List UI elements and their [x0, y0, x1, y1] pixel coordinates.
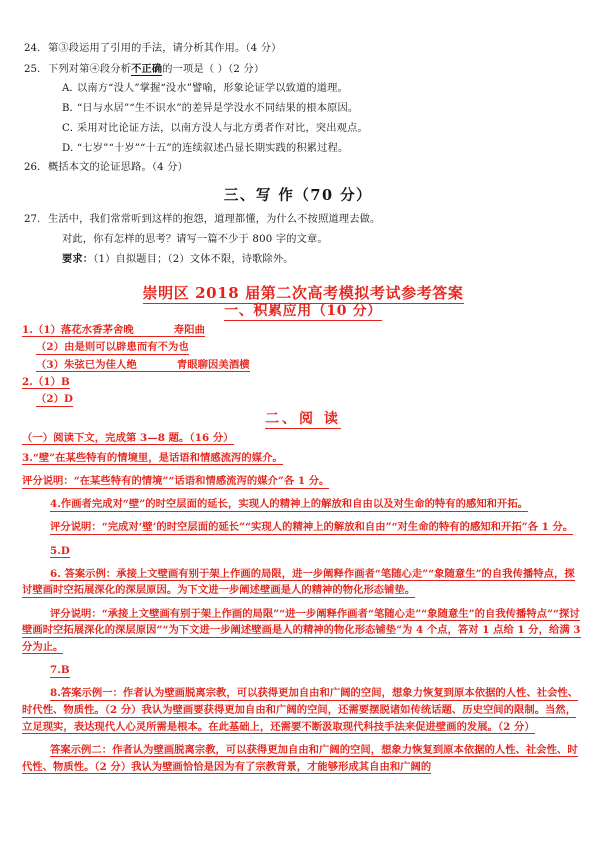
- question-26-number: 26.: [24, 162, 41, 174]
- question-24: [24, 44, 572, 54]
- answer-item-q7-text: 7.B: [50, 664, 70, 677]
- answer-item-q4-text: 4.作画者完成对“壁”的时空层面的延长，实现人的精神上的解放和自由以及对生命的特有的感知和开拓。: [50, 498, 529, 511]
- question-25-text: [48, 64, 572, 75]
- answer-key-section1-heading-text: 一、积累应用（10 分）: [224, 303, 382, 320]
- answer-item-q6-note-text: 评分说明：“承接上文壁画有别于架上作画的局限”“进一步阐释作画者“笔随心走”“象随意生”的自我传播特点”“探讨壁画时空拓展深化的深层原因”“为下文进一步阐述壁画是人的精神的物化形态铺垫”为 4 个点，答对 1 点给 1 分，给满 3 分为止。: [22, 607, 581, 653]
- accumulation-item-4: [22, 377, 584, 388]
- option-c-letter: C．: [62, 122, 80, 134]
- answer-item-q6-note: [22, 606, 584, 656]
- answer-item-q3: [22, 450, 584, 467]
- question-25-prefix: 下列对第④段分析: [48, 63, 132, 75]
- answer-key-section2-heading-text: 二、阅 读: [265, 410, 341, 427]
- option-c-text: 采用对比论证方法，以南方没人与北方勇者作对比，突出观点。: [77, 122, 368, 134]
- question-26-text: 概括本文的论证思路。（4 分）: [48, 162, 189, 174]
- writing-section-heading: 三、写 作（70 分）: [223, 187, 373, 205]
- option-b-letter: B．: [62, 103, 80, 115]
- answer-item-q8-example-2-text: 答案示例二：作者认为壁画脱离宗教，可以获得更加自由和广阔的空间，想象力恢复到原本依据的人性、社会性、时代性、物质性。（2 分）我认为壁画恰恰是因为有了宗教背景，才能够形成其自由和广阔的: [22, 743, 578, 773]
- answer-key-title-text: 崇明区 2018 届第二次高考模拟考试参考答案: [142, 283, 464, 302]
- question-25-emphasis: 不正确: [131, 62, 163, 75]
- question-26: [24, 163, 572, 173]
- option-b-text: “日与水居”“生不识水”的差异是学没水不同结果的根本原因。: [77, 103, 359, 115]
- answer-item-q8-example-2: [22, 742, 584, 775]
- accumulation-item-4-label: 2.（1）B: [22, 375, 70, 388]
- accumulation-item-3-label: （3）: [36, 358, 65, 371]
- option-d-letter: D．: [62, 142, 81, 154]
- answer-key-section: [0, 283, 600, 776]
- accumulation-item-1-answer-b: 寿阳曲: [173, 323, 205, 336]
- answer-key-title: [22, 283, 584, 302]
- answer-item-q8-example-1-text: 8.答案示例一：作者认为壁画脱离宗教，可以获得更加自由和广阔的空间，想象力恢复到原本依据的人性、社会性、时代性、物质性。（2 分）我认为壁画要获得更加自由和广阔的空间，还需要摆脱诸如传统话题、历史空间的限制。当然，立足现实，表达现代人心灵所需是根本。在此基础上，还需要不断汲取现代科技手法来促进壁画的发展。（2 分）: [22, 687, 579, 733]
- answer-item-q4-note-text: 评分说明：“完成对‘壁’的时空层面的延长”“实现人的精神上的解放和自由”“对生命的特有的感知和开拓”各 1 分。: [50, 521, 574, 534]
- answer-item-q3-text: 3.“壁”在某些特有的情境里，是话语和情感流泻的媒介。: [22, 451, 283, 464]
- answer-item-q4: [22, 496, 584, 513]
- question-27-requirements-text: （1）自拟题目；（2）文体不限，诗歌除外。: [93, 254, 294, 266]
- accumulation-item-1: [22, 325, 584, 336]
- accumulation-item-1-answer-a: 落花水香茅舍晚: [61, 323, 134, 336]
- accumulation-item-3-answer-a: 朱弦已为佳人绝: [64, 358, 137, 371]
- option-d-text: “七岁”“十岁”“十五”的连续叙述凸显长期实践的积累过程。: [77, 142, 349, 154]
- question-27-text-line1: 生活中，我们常常听到这样的抱怨，道理都懂，为什么不按照道理去做。: [48, 213, 381, 225]
- accumulation-item-2: [22, 342, 584, 353]
- answer-key-section2-heading: [22, 412, 584, 427]
- answer-item-q3-note: [22, 473, 584, 490]
- answer-item-q6: [22, 566, 584, 599]
- accumulation-item-3: [22, 360, 584, 371]
- reading-part-one-heading-text: （一）阅读下文，完成第 3—8 题。（16 分）: [22, 431, 234, 444]
- accumulation-item-2-label: （2）: [36, 341, 65, 354]
- question-24-text: 第③段运用了引用的手法，请分析其作用。（4 分）: [48, 43, 282, 54]
- reading-part-one-heading: [22, 433, 584, 444]
- question-25-suffix: 的一项是（ ）（2 分）: [162, 63, 265, 75]
- accumulation-item-5-label: （2）D: [36, 393, 74, 406]
- answer-key-section1-heading: [22, 304, 584, 319]
- answer-item-q8-example-1: [22, 685, 584, 735]
- option-a-letter: A．: [62, 83, 80, 95]
- answer-item-q3-note-text: 评分说明：“在某些特有的情境”“话语和情感流泻的媒介”各 1 分。: [22, 475, 330, 488]
- exam-question-section: [0, 0, 600, 266]
- question-25-option-a: [24, 84, 572, 94]
- question-27-requirements: [24, 254, 572, 265]
- question-27-number: 27.: [24, 213, 41, 225]
- answer-item-q7: [22, 662, 584, 679]
- question-25: [24, 64, 572, 75]
- accumulation-item-1-label: 1.（1）: [22, 323, 62, 336]
- question-24-number: 24.: [24, 43, 41, 54]
- question-27: [24, 215, 572, 225]
- question-25-option-d: [24, 144, 572, 154]
- question-27-requirements-label: 要求：: [62, 253, 94, 266]
- option-a-text: 以南方“没人”掌握“没水”譬喻，形象论证学以致道的道理。: [77, 83, 348, 95]
- answer-item-q6-text: 6. 答案示例：承接上文壁画有别于架上作画的局限，进一步阐释作画者“笔随心走”“象随意生”的自我传播特点，探讨壁画时空拓展深化的深层原因。为下文进一步阐述壁画是人的精神的物化形态铺垫。: [22, 567, 575, 597]
- answer-item-q4-note: [22, 519, 584, 536]
- accumulation-item-5: [22, 394, 584, 405]
- answer-item-q5-text: 5.D: [50, 544, 70, 557]
- question-25-option-c: [24, 124, 572, 134]
- answer-item-q5: [22, 543, 584, 560]
- accumulation-item-3-answer-b: 青眼聊因美酒横: [176, 358, 250, 371]
- question-25-option-b: [24, 104, 572, 114]
- question-27-text-line2: 对此，你有怎样的思考？请写一篇不少于 800 字的文章。: [62, 233, 328, 245]
- question-25-number: 25.: [24, 63, 41, 75]
- accumulation-item-2-answer-a: 由是则可以辟患而有不为也: [64, 341, 189, 354]
